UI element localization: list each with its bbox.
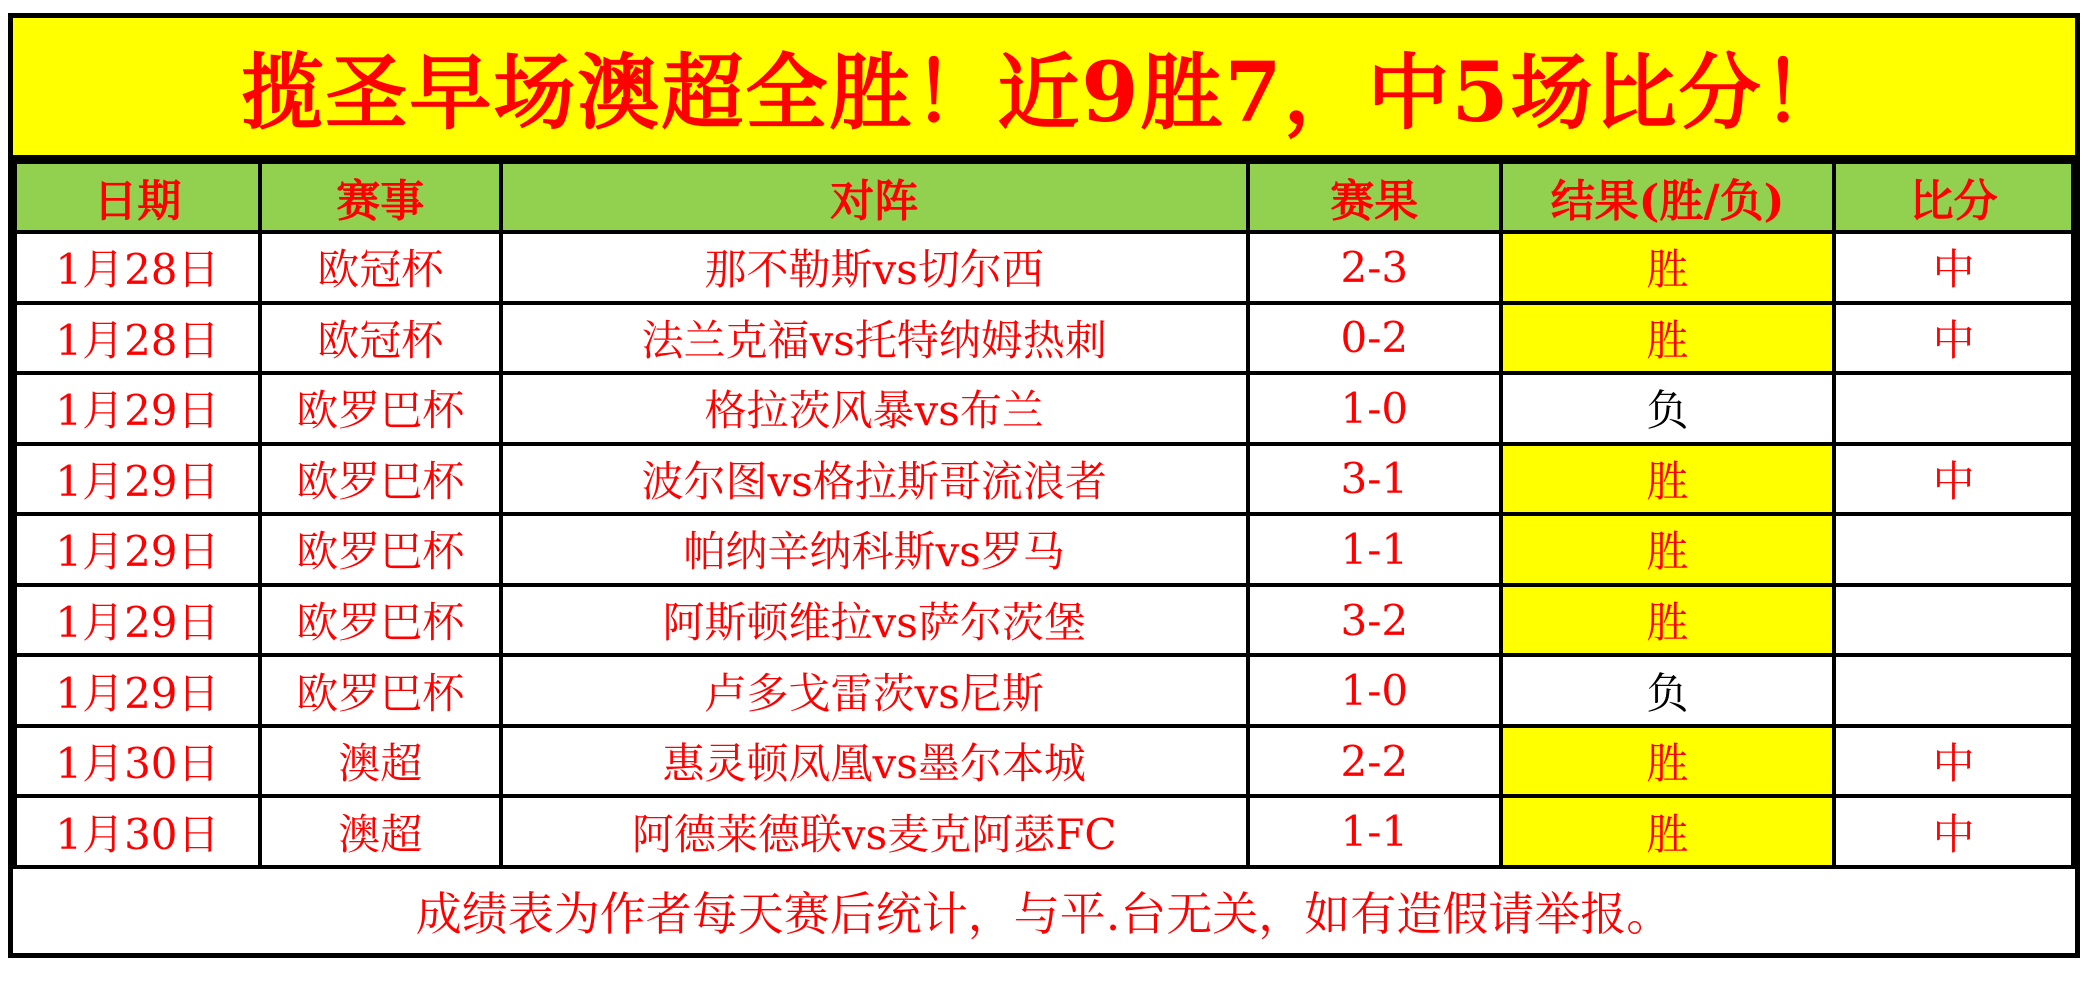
competition-cell: 澳超 xyxy=(260,796,501,867)
competition-cell: 欧罗巴杯 xyxy=(260,514,501,585)
competition-cell: 澳超 xyxy=(260,726,501,797)
matchup-cell: 波尔图vs格拉斯哥流浪者 xyxy=(501,444,1248,515)
result-cell: 负 xyxy=(1501,655,1834,726)
score-cell: 3-2 xyxy=(1248,585,1501,656)
date-cell: 1月30日 xyxy=(15,726,260,797)
table-row xyxy=(15,655,2073,726)
matchup-cell: 格拉茨风暴vs布兰 xyxy=(501,373,1248,444)
score-cell: 0-2 xyxy=(1248,303,1501,374)
date-cell: 1月29日 xyxy=(15,514,260,585)
result-cell: 负 xyxy=(1501,373,1834,444)
results-table-header xyxy=(15,162,2073,232)
results-table-body xyxy=(15,232,2073,867)
score-cell: 2-3 xyxy=(1248,232,1501,303)
footer-row xyxy=(15,867,2073,953)
table-row xyxy=(15,585,2073,656)
table-row xyxy=(15,303,2073,374)
hit-cell xyxy=(1834,514,2073,585)
column-header-date: 日期 xyxy=(15,162,260,232)
matchup-cell: 那不勒斯vs切尔西 xyxy=(501,232,1248,303)
disclaimer-text: 成绩表为作者每天赛后统计，与平.台无关，如有造假请举报。 xyxy=(15,867,2073,953)
competition-cell: 欧罗巴杯 xyxy=(260,444,501,515)
hit-cell: 中 xyxy=(1834,726,2073,797)
page-title: 揽圣早场澳超全胜！近9胜7，中5场比分！ xyxy=(241,45,1847,141)
score-cell: 2-2 xyxy=(1248,726,1501,797)
column-header-matchup: 对阵 xyxy=(501,162,1248,232)
date-cell: 1月29日 xyxy=(15,655,260,726)
table-row xyxy=(15,796,2073,867)
banner xyxy=(13,18,2075,160)
date-cell: 1月28日 xyxy=(15,303,260,374)
matchup-cell: 阿斯顿维拉vs萨尔茨堡 xyxy=(501,585,1248,656)
column-header-score: 赛果 xyxy=(1248,162,1501,232)
matchup-cell: 惠灵顿凤凰vs墨尔本城 xyxy=(501,726,1248,797)
hit-cell: 中 xyxy=(1834,444,2073,515)
competition-cell: 欧罗巴杯 xyxy=(260,655,501,726)
column-header-competition: 赛事 xyxy=(260,162,501,232)
result-cell: 胜 xyxy=(1501,514,1834,585)
matchup-cell: 法兰克福vs托特纳姆热刺 xyxy=(501,303,1248,374)
score-cell: 1-0 xyxy=(1248,655,1501,726)
matchup-cell: 阿德莱德联vs麦克阿瑟FC xyxy=(501,796,1248,867)
result-cell: 胜 xyxy=(1501,444,1834,515)
column-header-hit: 比分 xyxy=(1834,162,2073,232)
table-row xyxy=(15,514,2073,585)
score-cell: 1-0 xyxy=(1248,373,1501,444)
table-row xyxy=(15,726,2073,797)
date-cell: 1月29日 xyxy=(15,373,260,444)
competition-cell: 欧冠杯 xyxy=(260,232,501,303)
table-row xyxy=(15,232,2073,303)
score-cell: 3-1 xyxy=(1248,444,1501,515)
result-cell: 胜 xyxy=(1501,796,1834,867)
score-cell: 1-1 xyxy=(1248,796,1501,867)
competition-cell: 欧罗巴杯 xyxy=(260,585,501,656)
matchup-cell: 卢多戈雷茨vs尼斯 xyxy=(501,655,1248,726)
table-wrap xyxy=(13,160,2075,953)
hit-cell: 中 xyxy=(1834,303,2073,374)
hit-cell: 中 xyxy=(1834,796,2073,867)
results-board xyxy=(8,13,2080,958)
hit-cell xyxy=(1834,585,2073,656)
date-cell: 1月29日 xyxy=(15,585,260,656)
matchup-cell: 帕纳辛纳科斯vs罗马 xyxy=(501,514,1248,585)
competition-cell: 欧罗巴杯 xyxy=(260,373,501,444)
result-cell: 胜 xyxy=(1501,585,1834,656)
results-table-footer xyxy=(15,867,2073,953)
competition-cell: 欧冠杯 xyxy=(260,303,501,374)
result-cell: 胜 xyxy=(1501,303,1834,374)
hit-cell: 中 xyxy=(1834,232,2073,303)
results-table xyxy=(13,160,2075,953)
result-cell: 胜 xyxy=(1501,232,1834,303)
table-row xyxy=(15,373,2073,444)
hit-cell xyxy=(1834,655,2073,726)
score-cell: 1-1 xyxy=(1248,514,1501,585)
column-header-result: 结果(胜/负) xyxy=(1501,162,1834,232)
table-row xyxy=(15,444,2073,515)
date-cell: 1月29日 xyxy=(15,444,260,515)
header-row xyxy=(15,162,2073,232)
result-cell: 胜 xyxy=(1501,726,1834,797)
hit-cell xyxy=(1834,373,2073,444)
date-cell: 1月28日 xyxy=(15,232,260,303)
date-cell: 1月30日 xyxy=(15,796,260,867)
